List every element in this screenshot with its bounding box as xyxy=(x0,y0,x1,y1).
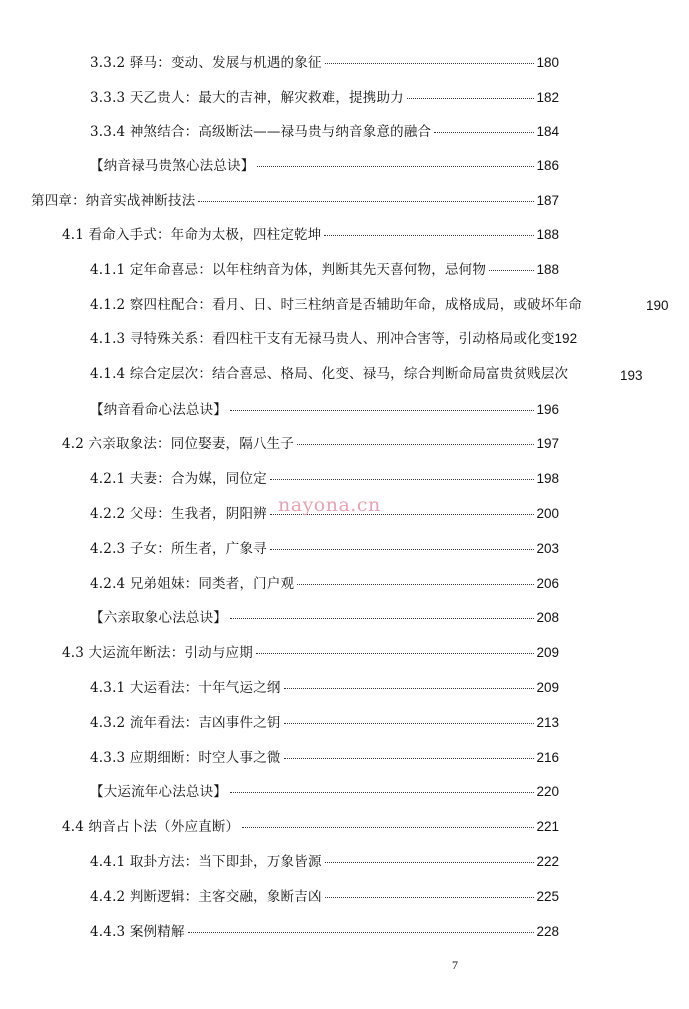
toc-entry-title: 【纳音禄马贵煞心法总诀】 xyxy=(90,158,255,174)
toc-entry-title: 4.2.1 夫妻：合为媒，同位定 xyxy=(90,471,267,487)
toc-entry-title: 4.4 纳音占卜法（外应直断） xyxy=(62,819,240,835)
dot-leader xyxy=(256,652,535,654)
toc-entry[interactable] xyxy=(90,86,559,110)
toc-entry-title: 4.3 大运流年断法：引动与应期 xyxy=(62,645,253,661)
dot-leader xyxy=(284,722,535,724)
toc-entry-title: 4.3.2 流年看法：吉凶事件之钥 xyxy=(90,715,281,731)
dot-leader xyxy=(242,826,534,828)
toc-chapter-entry[interactable] xyxy=(31,189,559,213)
dot-leader xyxy=(270,548,535,550)
toc-entry-title: 4.4.1 取卦方法：当下即卦，万象皆源 xyxy=(90,854,322,870)
dot-leader xyxy=(270,478,535,480)
toc-entry-title: 4.2.4 兄弟姐妹：同类者，门户观 xyxy=(90,576,295,592)
dot-leader xyxy=(325,896,535,898)
toc-entry[interactable] xyxy=(90,120,559,144)
toc-entry-page: 225 xyxy=(536,889,559,904)
dot-leader xyxy=(230,409,534,411)
toc-entry-page: 209 xyxy=(536,645,559,660)
toc-entry-title: 【大运流年心法总诀】 xyxy=(90,784,227,800)
toc-entry[interactable] xyxy=(90,676,559,700)
toc-entry-page: 221 xyxy=(536,819,559,834)
dot-leader xyxy=(324,234,534,236)
toc-entry-page: 222 xyxy=(536,854,559,869)
dot-leader xyxy=(284,757,535,759)
dot-leader xyxy=(230,791,534,793)
toc-entry[interactable] xyxy=(90,327,577,351)
toc-entry-title: 4.3.3 应期细断：时空人事之微 xyxy=(90,750,281,766)
toc-entry-page: 200 xyxy=(536,506,559,521)
toc-entry[interactable] xyxy=(90,258,559,282)
dot-leader xyxy=(297,583,534,585)
toc-entry[interactable] xyxy=(62,641,559,665)
toc-entry[interactable] xyxy=(62,815,559,839)
toc-entry-page: 180 xyxy=(536,55,559,70)
dot-leader xyxy=(325,62,535,64)
toc-entry[interactable] xyxy=(90,780,559,804)
toc-entry-page: 206 xyxy=(536,576,559,591)
toc-entry-page: 187 xyxy=(536,193,559,208)
toc-entry-title: 4.1.3 寻特殊关系：看四柱干支有无禄马贵人、刑冲合害等，引动格局或化变 xyxy=(90,331,555,347)
toc-entry[interactable] xyxy=(90,920,559,944)
toc-entry[interactable] xyxy=(90,537,559,561)
toc-entry-page: 196 xyxy=(536,402,559,417)
toc-entry-title: 【六亲取象心法总诀】 xyxy=(90,610,227,626)
dot-leader xyxy=(434,131,534,133)
toc-entry-page: 190 xyxy=(646,298,669,313)
toc-entry-title: 4.1.1 定年命喜忌：以年柱纳音为体，判断其先天喜何物，忌何物 xyxy=(90,262,487,278)
dot-leader xyxy=(297,443,534,445)
toc-entry-title: 4.4.2 判断逻辑：主客交融，象断吉凶 xyxy=(90,889,322,905)
toc-entry-title: 3.3.3 天乙贵人：最大的吉神，解灾救难，提携助力 xyxy=(90,90,404,106)
toc-entry-title: 4.2.2 父母：生我者，阴阳辨 xyxy=(90,506,267,522)
toc-entry-page: 208 xyxy=(536,610,559,625)
watermark: nayona.cn xyxy=(278,494,381,516)
toc-entry[interactable] xyxy=(90,398,559,422)
toc-entry-title: 4.2 六亲取象法：同位娶妻，隔八生子 xyxy=(62,436,295,452)
toc-entry-page: 186 xyxy=(536,158,559,173)
toc-entry-page: 203 xyxy=(536,541,559,556)
toc-entry-page: 228 xyxy=(536,924,559,939)
dot-leader xyxy=(407,97,535,99)
toc-entry[interactable] xyxy=(90,746,559,770)
page-number: 7 xyxy=(452,958,458,972)
dot-leader xyxy=(284,687,535,689)
dot-leader xyxy=(325,861,535,863)
toc-entry-title: 第四章：纳音实战神断技法 xyxy=(31,193,196,209)
toc-entry[interactable] xyxy=(90,51,559,75)
toc-entry[interactable] xyxy=(90,711,559,735)
toc-entry-page: 209 xyxy=(536,680,559,695)
toc-entry-page: 197 xyxy=(536,436,559,451)
toc-entry-title: 4.2.3 子女：所生者，广象寻 xyxy=(90,541,267,557)
toc-entry[interactable] xyxy=(90,293,582,317)
toc-entry-page: 213 xyxy=(536,715,559,730)
toc-entry-page: 192 xyxy=(554,331,578,346)
toc-entry-title: 4.3.1 大运看法：十年气运之纲 xyxy=(90,680,281,696)
toc-entry-title: 【纳音看命心法总诀】 xyxy=(90,402,227,418)
toc-entry[interactable] xyxy=(90,572,559,596)
dot-leader xyxy=(188,931,535,933)
toc-entry-title: 4.4.3 案例精解 xyxy=(90,924,185,940)
dot-leader xyxy=(230,617,534,619)
toc-entry-page: 188 xyxy=(536,227,559,242)
toc-entry-title: 4.1 看命入手式：年命为太极，四柱定乾坤 xyxy=(62,227,322,243)
toc-entry[interactable] xyxy=(62,432,559,456)
toc-entry-page: 198 xyxy=(536,471,559,486)
toc-entry[interactable] xyxy=(90,885,559,909)
toc-entry-title: 4.1.2 察四柱配合：看月、日、时三柱纳音是否辅助年命，成格成局，或破坏年命 xyxy=(90,297,582,313)
toc-entry-page: 220 xyxy=(536,784,559,799)
dot-leader xyxy=(198,200,534,202)
toc-entry-page: 193 xyxy=(620,368,643,383)
dot-leader xyxy=(257,165,534,167)
toc-entry[interactable] xyxy=(90,850,559,874)
toc-entry[interactable] xyxy=(90,606,559,630)
toc-entry-page: 184 xyxy=(536,124,559,139)
toc-entry[interactable] xyxy=(90,467,559,491)
toc-entry-title: 3.3.2 驿马：变动、发展与机遇的象征 xyxy=(90,55,322,71)
toc-entry-page: 188 xyxy=(536,262,559,277)
toc-entry[interactable] xyxy=(90,154,559,178)
toc-entry-title: 3.3.4 神煞结合：高级断法——禄马贵与纳音象意的融合 xyxy=(90,124,432,140)
toc-entry[interactable] xyxy=(62,223,559,247)
toc-entry-page: 216 xyxy=(536,750,559,765)
toc-entry-page: 182 xyxy=(536,90,559,105)
toc-entry-title: 4.1.4 综合定层次：结合喜忌、格局、化变、禄马，综合判断命局富贵贫贱层次 xyxy=(90,366,569,382)
toc-entry[interactable] xyxy=(90,362,568,386)
dot-leader xyxy=(489,269,534,271)
